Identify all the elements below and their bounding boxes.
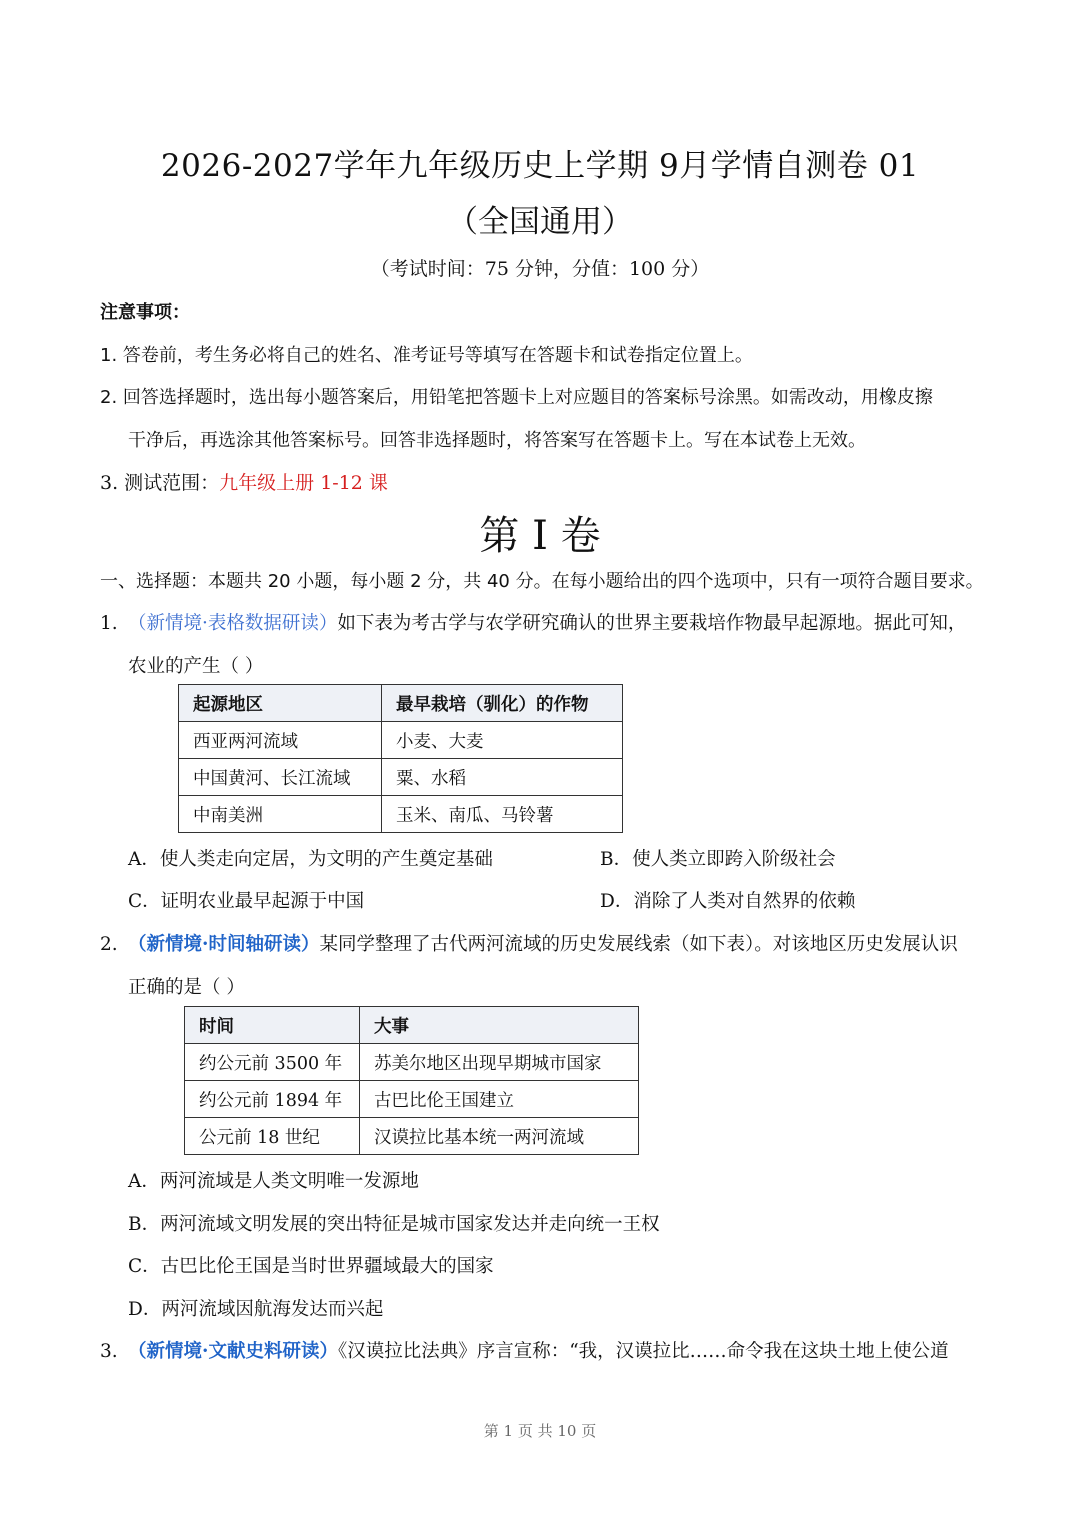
section-title: 一、选择题：本题共 20 小题，每小题 2 分，共 40 分。在每小题给出的四个选项中，只有一项符合题目要求。 <box>100 571 984 592</box>
note-item-1: 1. 答卷前，考生务必将自己的姓名、准考证号等填写在答题卡和试卷指定位置上。 <box>100 345 753 366</box>
table-cell: 汉谟拉比基本统一两河流域 <box>360 1118 639 1155</box>
table-row <box>185 1044 639 1081</box>
table-row <box>179 759 623 796</box>
table-row <box>185 1081 639 1118</box>
crop-origin-table <box>178 684 623 833</box>
table-header-cell: 最早栽培（驯化）的作物 <box>382 685 623 722</box>
table-cell: 约公元前 1894 年 <box>185 1081 360 1118</box>
table-row <box>179 796 623 833</box>
table-header-row <box>179 685 623 722</box>
question-2-text-continued: 正确的是（ ） <box>128 977 245 998</box>
table-row <box>185 1118 639 1155</box>
table-cell: 古巴比伦王国建立 <box>360 1081 639 1118</box>
option-b: B．两河流域文明发展的突出特征是城市国家发达并走向统一王权 <box>128 1214 660 1235</box>
table-cell: 苏美尔地区出现早期城市国家 <box>360 1044 639 1081</box>
table-header-cell: 大事 <box>360 1007 639 1044</box>
question-number: 1. <box>100 613 118 634</box>
question-text: 某同学整理了古代两河流域的历史发展线索（如下表）。对该地区历史发展认识 <box>319 934 958 955</box>
question-text: 《汉谟拉比法典》序言宣称：“我，汉谟拉比……命令我在这块土地上使公道 <box>337 1341 949 1362</box>
option-b: B．使人类立即跨入阶级社会 <box>600 849 836 870</box>
question-1-text-continued: 农业的产生（ ） <box>128 656 264 677</box>
option-c: C．证明农业最早起源于中国 <box>128 891 365 912</box>
question-tag: （新情境·文献史料研读） <box>128 1341 338 1362</box>
table-cell: 公元前 18 世纪 <box>185 1118 360 1155</box>
notes-title: 注意事项： <box>100 302 190 323</box>
question-text: 如下表为考古学与农学研究确认的世界主要栽培作物最早起源地。据此可知， <box>337 613 967 634</box>
table-header-cell: 起源地区 <box>179 685 382 722</box>
table-cell: 粟、水稻 <box>382 759 623 796</box>
question-3 <box>100 1337 949 1363</box>
note-item-3-label: 3. 测试范围： <box>100 472 220 494</box>
table-cell: 中南美洲 <box>179 796 382 833</box>
note-item-3 <box>100 468 388 495</box>
option-d: D．消除了人类对自然界的依赖 <box>600 891 856 912</box>
question-tag: （新情境·表格数据研读） <box>128 613 338 634</box>
page-footer: 第 1 页 共 10 页 <box>483 1422 597 1440</box>
test-scope: 九年级上册 1-12 课 <box>219 472 388 494</box>
exam-subtitle: （全国通用） <box>447 204 633 240</box>
question-number: 3. <box>100 1341 118 1362</box>
table-header-row <box>185 1007 639 1044</box>
option-d: D．两河流域因航海发达而兴起 <box>128 1299 384 1320</box>
timeline-table <box>184 1006 639 1155</box>
volume-title: 第 I 卷 <box>479 513 601 559</box>
option-c: C．古巴比伦王国是当时世界疆域最大的国家 <box>128 1256 494 1277</box>
note-item-2: 2. 回答选择题时，选出每小题答案后，用铅笔把答题卡上对应题目的答案标号涂黑。如需改动，用橡皮擦 <box>100 387 933 408</box>
table-cell: 玉米、南瓜、马铃薯 <box>382 796 623 833</box>
exam-info: （考试时间：75 分钟，分值：100 分） <box>370 258 710 280</box>
table-header-cell: 时间 <box>185 1007 360 1044</box>
note-item-2-continued: 干净后，再选涂其他答案标号。回答非选择题时，将答案写在答题卡上。写在本试卷上无效。 <box>128 430 866 451</box>
question-1 <box>100 609 966 635</box>
question-tag: （新情境·时间轴研读） <box>128 934 320 955</box>
exam-title: 2026-2027学年九年级历史上学期 9月学情自测卷 01 <box>160 148 920 184</box>
option-a: A．使人类走向定居，为文明的产生奠定基础 <box>128 849 493 870</box>
table-cell: 约公元前 3500 年 <box>185 1044 360 1081</box>
table-cell: 小麦、大麦 <box>382 722 623 759</box>
option-a: A．两河流域是人类文明唯一发源地 <box>128 1171 419 1192</box>
question-2 <box>100 930 958 956</box>
question-number: 2. <box>100 934 118 955</box>
table-cell: 西亚两河流域 <box>179 722 382 759</box>
table-row <box>179 722 623 759</box>
table-cell: 中国黄河、长江流域 <box>179 759 382 796</box>
